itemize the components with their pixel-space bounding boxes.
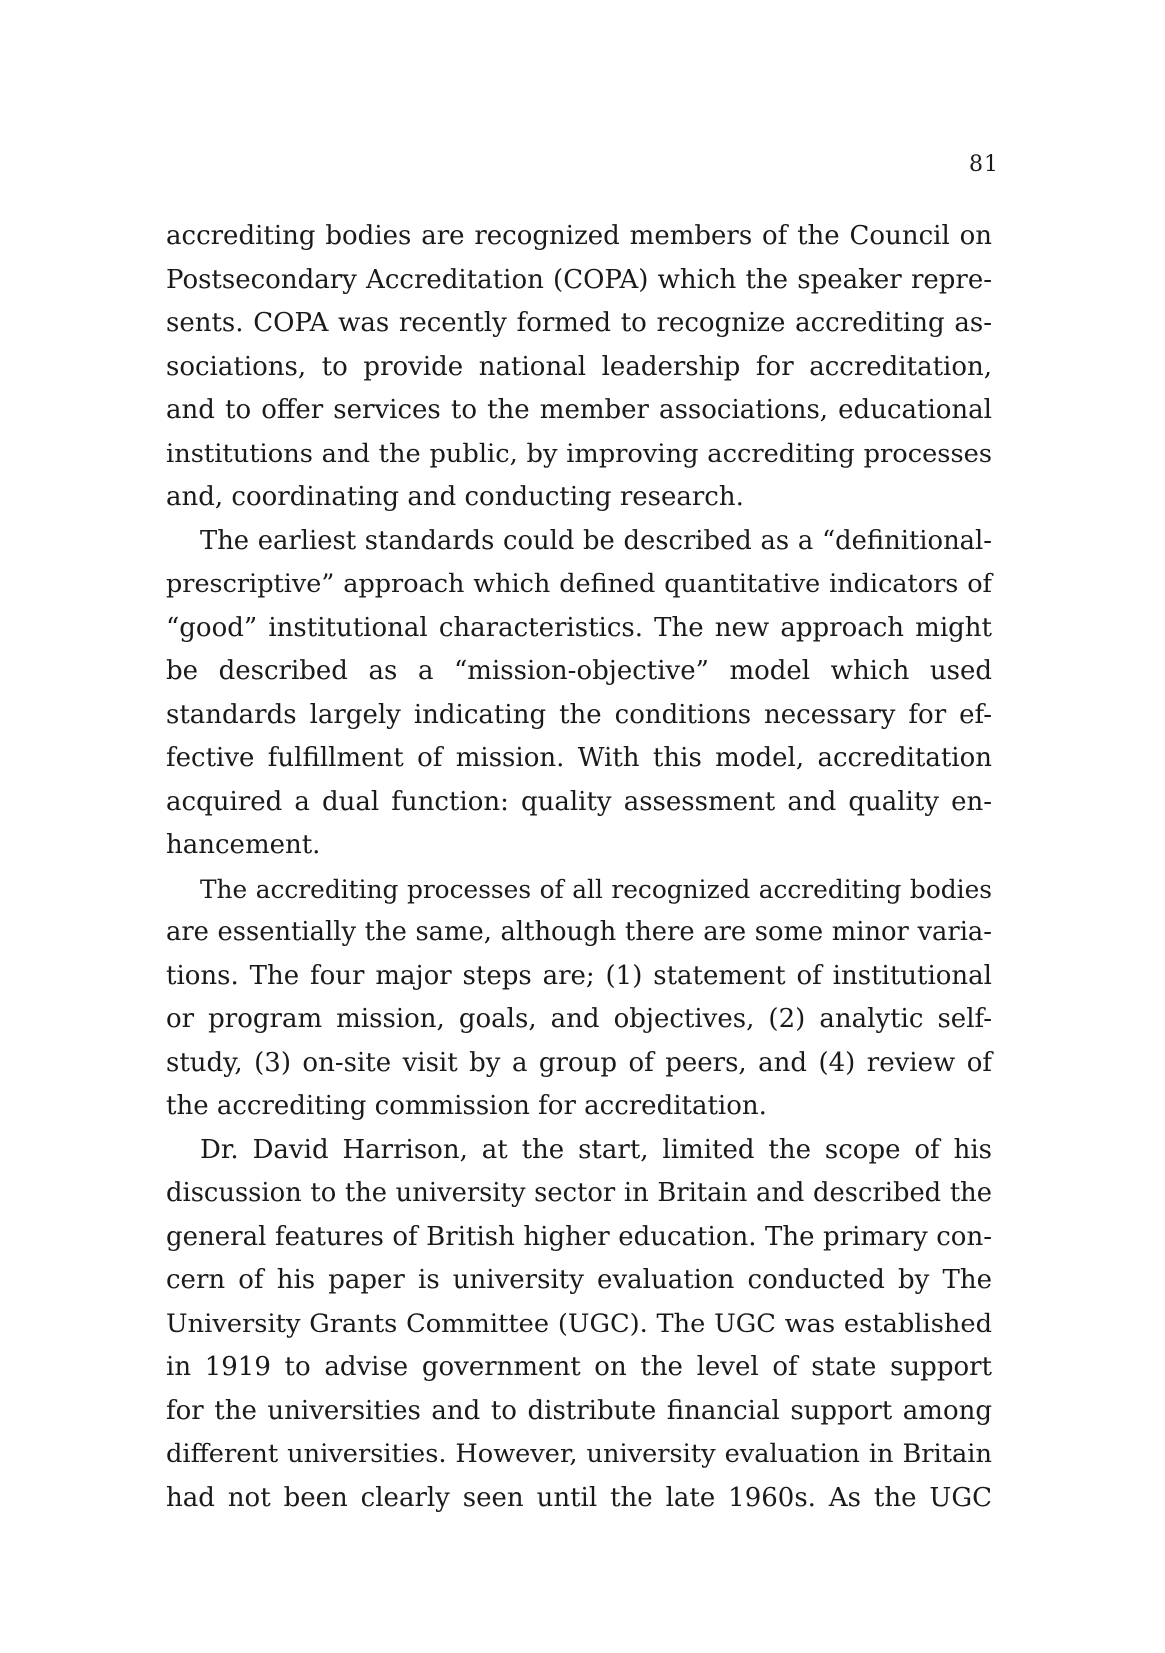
text-line: and, coordinating and conducting research. (166, 482, 744, 512)
page-number: 81 (969, 152, 999, 177)
text-line: in 1919 to advise government on the level of state support (166, 1352, 992, 1382)
text-line: Postsecondary Accreditation (COPA) which the speaker repre- (166, 264, 992, 295)
text-line: tions. The four major steps are; (1) statement of institutional (166, 960, 992, 991)
text-line: different universities. However, university evaluation in Britain (166, 1439, 992, 1469)
text-line: The earliest standards could be described as a “definitional- (200, 525, 992, 556)
text-line: acquired a dual function: quality assessment and quality en- (166, 786, 992, 817)
text-line: be described as a “mission-objective” model which used (166, 656, 992, 686)
text-line: “good” institutional characteristics. The new approach might (166, 612, 992, 643)
text-line: or program mission, goals, and objectives, (2) analytic self- (166, 1004, 992, 1034)
text-line: institutions and the public, by improving accrediting processes (166, 438, 992, 469)
text-line: hancement. (166, 830, 321, 860)
body-text (166, 215, 992, 1520)
text-line: The accrediting processes of all recognized accrediting bodies (200, 874, 992, 904)
paragraph-2 (166, 520, 992, 868)
text-line: University Grants Committee (UGC). The UGC was established (166, 1308, 992, 1339)
text-line: cern of his paper is university evaluation conducted by The (166, 1265, 992, 1295)
paragraph-1 (166, 215, 992, 520)
text-line: had not been clearly seen until the late 1960s. As the UGC (166, 1482, 992, 1513)
text-line: accrediting bodies are recognized members of the Council on (166, 221, 992, 251)
text-line: sociations, to provide national leadership for accreditation, (166, 351, 992, 382)
text-line: Dr. David Harrison, at the start, limited the scope of his (200, 1134, 992, 1165)
paragraph-3 (166, 868, 992, 1129)
text-line: discussion to the university sector in Britain and described the (166, 1178, 992, 1208)
text-line: sents. COPA was recently formed to recognize accrediting as- (166, 308, 992, 338)
text-line: general features of British higher education. The primary con- (166, 1221, 992, 1252)
paragraph-4 (166, 1129, 992, 1521)
text-line: for the universities and to distribute financial support among (166, 1395, 992, 1426)
text-line: and to offer services to the member associations, educational (166, 395, 992, 425)
text-line: fective fulfillment of mission. With this model, accreditation (166, 743, 992, 773)
text-line: study, (3) on-site visit by a group of peers, and (4) review of (166, 1047, 992, 1078)
text-line: prescriptive” approach which defined quantitative indicators of (166, 569, 992, 599)
text-line: standards largely indicating the conditions necessary for ef- (166, 699, 992, 730)
text-line: the accrediting commission for accreditation. (166, 1091, 767, 1121)
text-line: are essentially the same, although there are some minor varia- (166, 917, 992, 947)
